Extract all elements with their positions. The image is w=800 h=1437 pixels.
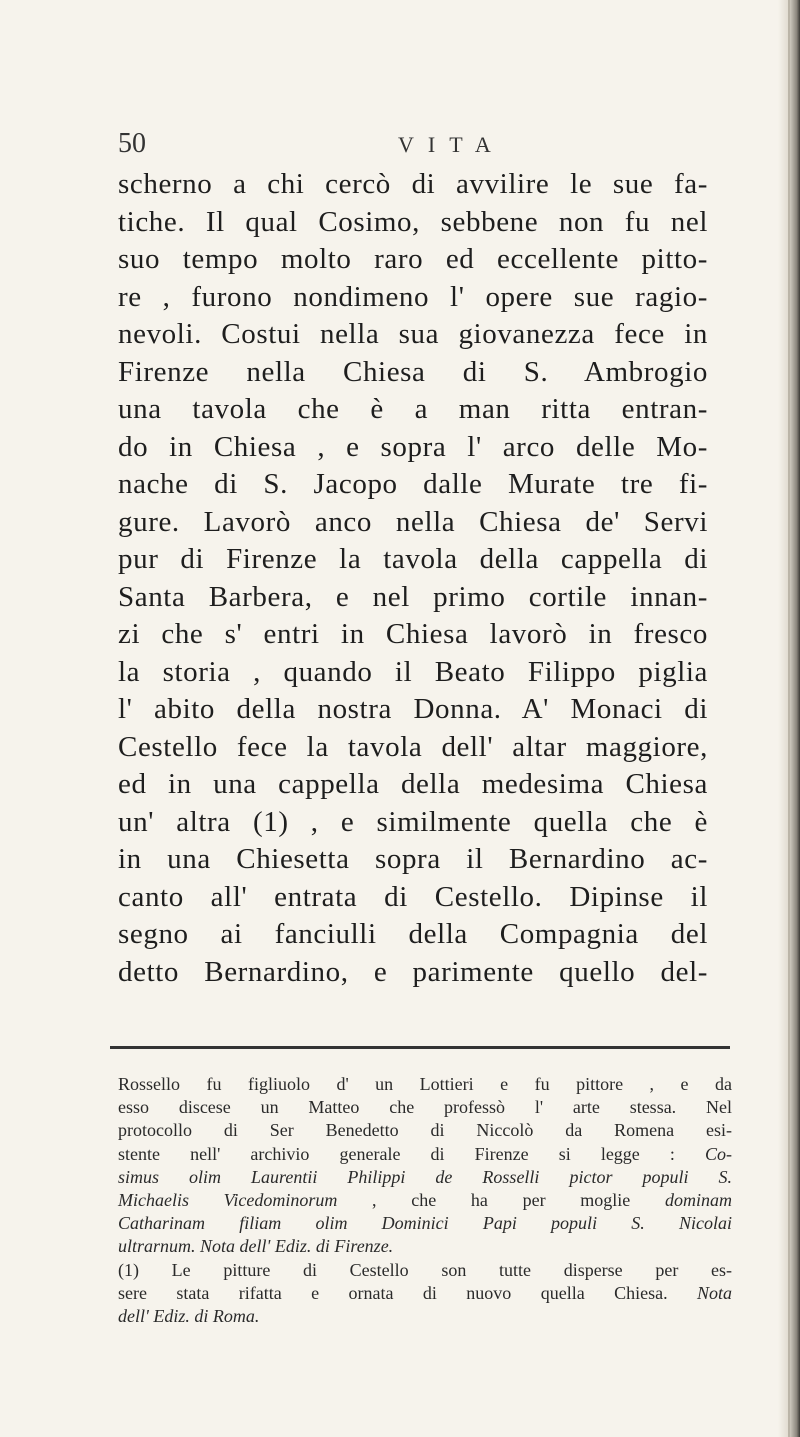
running-head: VITA [398, 132, 505, 157]
footnote-latin: Michaelis Vicedominorum [118, 1189, 338, 1210]
footnote-line: (1) Le pitture di Cestello son tutte disperse per es- [118, 1259, 732, 1280]
footnote-editor-note: Nota [696, 1282, 732, 1303]
footnote-latin: Co- [705, 1143, 733, 1164]
body-line: suo tempo molto raro ed eccellente pitto- [118, 243, 708, 275]
body-line: zi che s' entri in Chiesa lavorò in fresco [118, 618, 708, 650]
body-text [118, 166, 708, 991]
body-line: un' altra (1) , e similmente quella che è [118, 805, 708, 838]
body-line: la storia , quando il Beato Filippo piglia [118, 655, 708, 688]
body-line: segno ai fanciulli della Compagnia del [118, 918, 708, 950]
footnote-text: , che ha per moglie [372, 1189, 631, 1210]
footnote-latin: dominam [665, 1189, 732, 1210]
body-line: Santa Barbera, e nel primo cortile innan- [118, 580, 708, 613]
footnote-text: sere stata rifatta e ornata di nuovo quella Chiesa. [118, 1282, 668, 1303]
body-line: tiche. Il qual Cosimo, sebbene non fu nel [118, 205, 708, 238]
body-line: detto Bernardino, e parimente quello del- [118, 955, 708, 988]
body-line: nevoli. Costui nella sua giovanezza fece in [118, 318, 708, 350]
footnote-editor-note: ultrarnum. Nota dell' Ediz. di Firenze. [118, 1236, 394, 1257]
footnote-line [118, 1282, 732, 1305]
footnote-rule [110, 1046, 730, 1049]
body-line: una tavola che è a man ritta entran- [118, 393, 708, 425]
footnote-editor-note: dell' Ediz. di Roma. [118, 1305, 260, 1326]
footnotes [118, 1073, 732, 1328]
body-line: Firenze nella Chiesa di S. Ambrogio [118, 355, 708, 388]
page-number: 50 [118, 128, 146, 159]
footnote-line: Rossello fu figliuolo d' un Lottieri e fu pittore , e da [118, 1074, 732, 1094]
body-line: re , furono nondimeno l' opere sue ragio- [118, 280, 708, 313]
body-line: nache di S. Jacopo dalle Murate tre fi- [118, 468, 708, 500]
body-line: in una Chiesetta sopra il Bernardino ac- [118, 843, 708, 875]
page-edge-line [788, 0, 790, 1437]
footnote-line: protocollo di Ser Benedetto di Niccolò da Romena esi- [118, 1120, 732, 1141]
body-line: ed in una cappella della medesima Chiesa [118, 768, 708, 800]
footnote-text: stente nell' archivio generale di Firenze si legge : [118, 1143, 675, 1164]
body-line: scherno a chi cercò di avvilire le sue fa- [118, 168, 708, 200]
body-line: pur di Firenze la tavola della cappella di [118, 543, 708, 575]
footnote-line [118, 1143, 732, 1166]
body-line: l' abito della nostra Donna. A' Monaci di [118, 693, 708, 725]
body-line: do in Chiesa , e sopra l' arco delle Mo- [118, 430, 708, 463]
body-line: Cestello fece la tavola dell' altar maggiore, [118, 730, 708, 763]
footnote-latin-line: simus olim Laurentii Philippi de Rosselli pictor populi S. [118, 1166, 732, 1187]
footnote-line: esso discese un Matteo che professò l' arte stessa. Nel [118, 1097, 732, 1118]
footnote-latin-line: Catharinam filiam olim Dominici Papi populi S. Nicolai [118, 1213, 732, 1234]
body-line: gure. Lavorò anco nella Chiesa de' Servi [118, 505, 708, 538]
body-line: canto all' entrata di Cestello. Dipinse il [118, 880, 708, 913]
footnote-line [118, 1189, 732, 1212]
